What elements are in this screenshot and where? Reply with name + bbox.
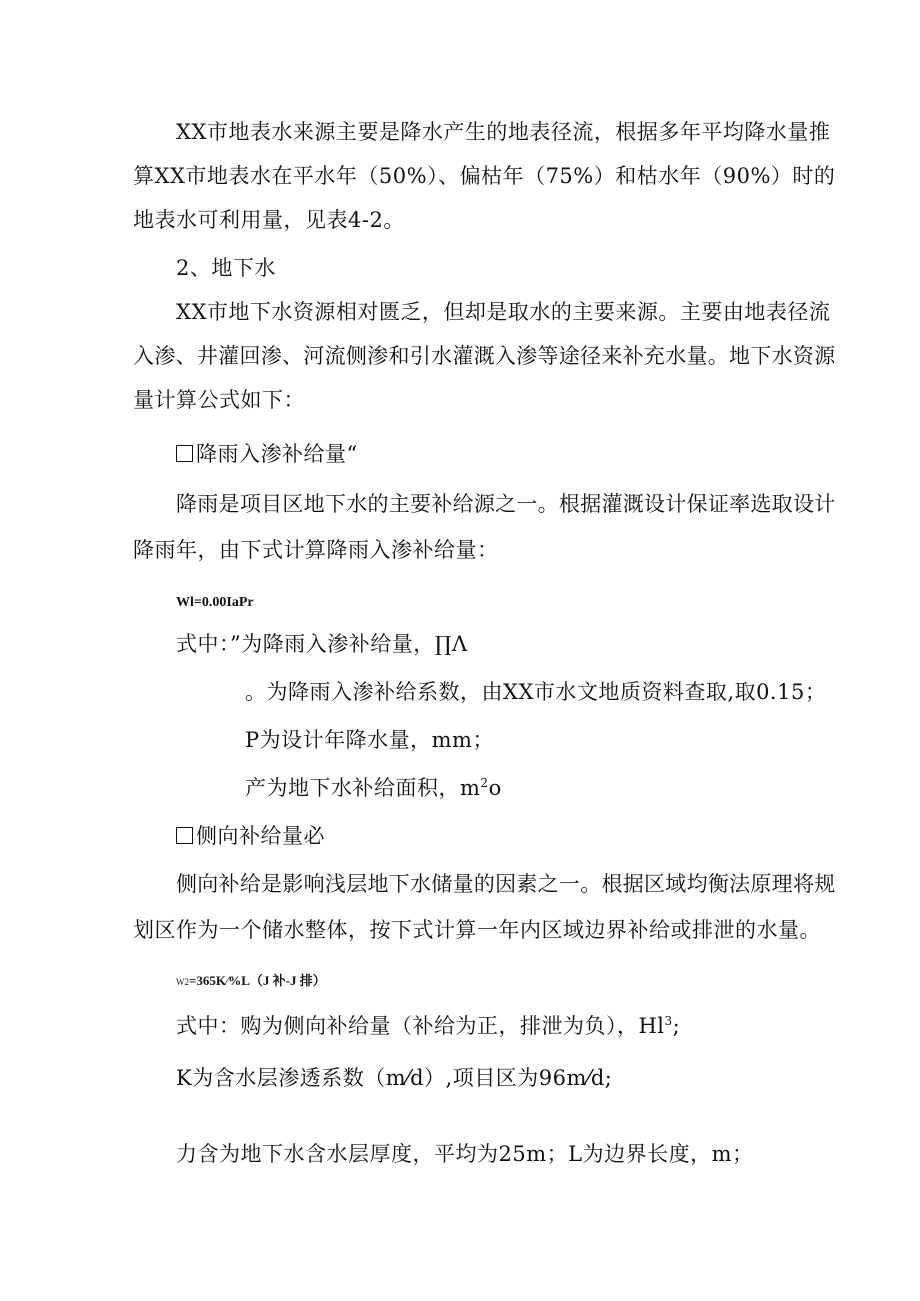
formula-lateral xyxy=(176,972,326,991)
paragraph-3-line-1: 降雨是项目区地下水的主要补给源之一。根据灌溉设计保证率选取设计 xyxy=(176,492,836,516)
checkbox-square-icon xyxy=(176,445,193,462)
formula-lateral-prefix: W2 xyxy=(176,977,189,987)
list-item-label: 侧向补给量必 xyxy=(196,824,325,848)
paragraph-3-line-2: 降雨年，由下式计算降雨入渗补给量： xyxy=(133,538,499,562)
where-1-line-2: 。为降雨入渗补给系数，由XX市水文地质资料查取,取0.15； xyxy=(245,680,827,704)
where-1-line-4-end: o xyxy=(488,776,502,800)
paragraph-2-line-3: 量计算公式如下： xyxy=(133,388,305,412)
paragraph-1-line-3: 地表水可利用量，见表4-2。 xyxy=(133,208,405,232)
list-item-lateral-recharge xyxy=(176,822,325,850)
formula-lateral-main: =365K⁄%L（J 补-J 排） xyxy=(189,973,326,988)
where-1-line-4-sup: 2 xyxy=(480,776,489,790)
formula-rainfall: Wl=0.00IaPr xyxy=(176,595,254,610)
list-item-rainfall-recharge xyxy=(176,440,358,468)
paragraph-4-line-2: 划区作为一个储水整体，按下式计算一年内区域边界补给或排泄的水量。 xyxy=(133,918,821,942)
section-heading-groundwater: 2、地下水 xyxy=(176,256,276,280)
where-2-line-1-sup: 3 xyxy=(664,1014,673,1028)
where-2-line-3: 力含为地下水含水层厚度，平均为25m；L为边界长度，m； xyxy=(176,1142,754,1166)
where-2-line-1-text: 式中：购为侧向补给量（补给为正，排泄为负），Hl xyxy=(176,1014,665,1038)
paragraph-1-line-1: XX市地表水来源主要是降水产生的地表径流，根据多年平均降水量推 xyxy=(176,120,831,144)
where-2-line-2: K为含水层渗透系数（m⁄d）,项目区为96m⁄d; xyxy=(176,1066,613,1090)
list-item-label: 降雨入渗补给量“ xyxy=(196,442,358,466)
where-1-line-4 xyxy=(245,774,502,802)
paragraph-2-line-1: XX市地下水资源相对匮乏，但却是取水的主要来源。主要由地表径流 xyxy=(176,300,831,324)
where-2-line-1 xyxy=(176,1012,680,1040)
where-2-line-1-end: ; xyxy=(672,1014,681,1038)
where-1-line-4-text: 产为地下水补给面积，m xyxy=(245,776,481,800)
checkbox-square-icon xyxy=(176,827,193,844)
where-1-line-1: 式中：”为降雨入渗补给量，∏Λ xyxy=(176,632,468,656)
paragraph-2-line-2: 入渗、井灌回渗、河流侧渗和引水灌溉入渗等途径来补充水量。地下水资源 xyxy=(133,344,836,368)
paragraph-1-line-2: 算XX市地表水在平水年（50%）、偏枯年（75%）和枯水年（90%）时的 xyxy=(133,164,836,188)
where-1-line-3: P为设计年降水量，mm； xyxy=(245,728,494,752)
paragraph-4-line-1: 侧向补给是影响浅层地下水储量的因素之一。根据区域均衡法原理将规 xyxy=(176,872,836,896)
